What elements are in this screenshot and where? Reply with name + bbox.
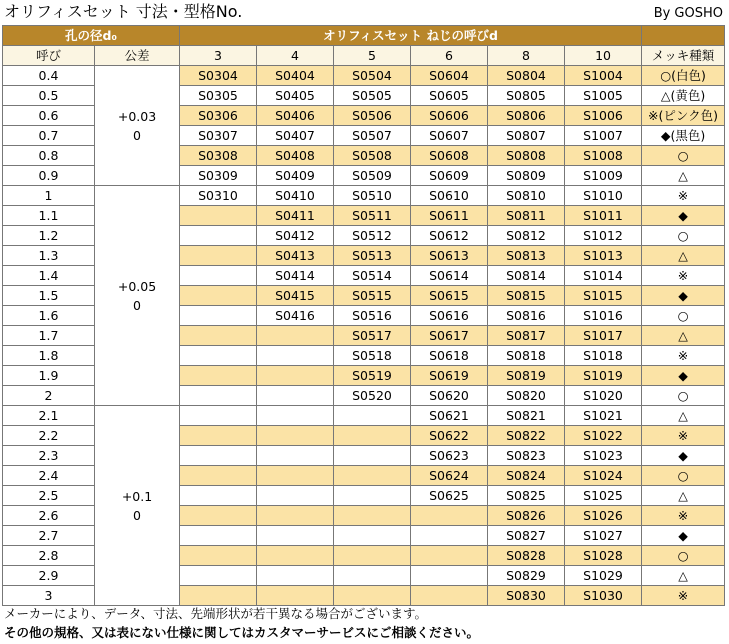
model-number-cell: S0517 [334,326,411,346]
hole-diameter-header: 孔の径d₀ [3,26,180,46]
model-number-cell [411,526,488,546]
model-number-cell: S0828 [488,546,565,566]
plating-type-cell: △ [642,166,725,186]
model-number-cell: S0305 [180,86,257,106]
model-number-cell: S0607 [411,126,488,146]
model-number-cell [257,446,334,466]
model-number-cell [180,206,257,226]
model-number-cell: S0516 [334,306,411,326]
model-number-cell: S1006 [565,106,642,126]
model-number-cell: S0405 [257,86,334,106]
model-number-cell: S0817 [488,326,565,346]
model-number-cell: S0619 [411,366,488,386]
model-number-cell: S0510 [334,186,411,206]
model-number-cell [334,406,411,426]
model-number-cell: S0304 [180,66,257,86]
table-header-row [3,26,725,46]
model-number-cell [334,566,411,586]
plating-type-cell: ○(白色) [642,66,725,86]
plating-type-cell: ◆ [642,206,725,226]
model-number-cell: S0404 [257,66,334,86]
model-number-cell: S0810 [488,186,565,206]
model-number-cell: S1020 [565,386,642,406]
model-number-cell [334,426,411,446]
model-number-cell: S0804 [488,66,565,86]
model-number-cell: S1028 [565,546,642,566]
plating-type-cell: ○ [642,466,725,486]
plating-type-cell: ○ [642,546,725,566]
model-number-cell [180,426,257,446]
tolerance-zero: 0 [133,507,141,523]
model-number-cell: S0615 [411,286,488,306]
thread-size-header: 3 [180,46,257,66]
model-number-cell: S0307 [180,126,257,146]
model-number-cell: S0604 [411,66,488,86]
nominal-diameter-cell: 0.6 [3,106,95,126]
model-number-cell [411,506,488,526]
model-number-cell: S1015 [565,286,642,306]
model-number-cell: S0822 [488,426,565,446]
model-number-cell [411,546,488,566]
nominal-diameter-cell: 1.8 [3,346,95,366]
model-number-cell: S0606 [411,106,488,126]
byline: By GOSHO [653,6,723,21]
model-number-cell: S0511 [334,206,411,226]
model-number-cell: S1010 [565,186,642,206]
model-number-cell [257,486,334,506]
plating-type-cell: ※ [642,426,725,446]
model-number-cell [180,266,257,286]
nominal-diameter-cell: 1 [3,186,95,206]
model-number-cell: S1030 [565,586,642,606]
plating-type-cell: ※(ピンク色) [642,106,725,126]
model-number-cell: S0306 [180,106,257,126]
model-number-cell: S0815 [488,286,565,306]
model-number-cell: S0620 [411,386,488,406]
nominal-diameter-cell: 0.9 [3,166,95,186]
model-number-cell: S1011 [565,206,642,226]
model-number-cell [257,426,334,446]
plating-type-cell: ※ [642,586,725,606]
plating-type-cell: ○ [642,146,725,166]
model-number-cell [180,346,257,366]
orifice-thread-header: オリフィスセット ねじの呼びd [180,26,642,46]
model-number-cell: S1023 [565,446,642,466]
table-row [3,66,725,86]
model-number-cell: S1005 [565,86,642,106]
plating-type-cell: △ [642,566,725,586]
model-number-cell: S1021 [565,406,642,426]
model-number-cell: S0813 [488,246,565,266]
model-number-cell: S0411 [257,206,334,226]
plating-type-cell: △(黄色) [642,86,725,106]
model-number-cell [180,366,257,386]
nominal-diameter-cell: 2.9 [3,566,95,586]
model-number-cell: S0414 [257,266,334,286]
model-number-cell: S0808 [488,146,565,166]
note-line-2: その他の規格、又は表にない仕様に関してはカスタマーサービスにご相談ください。 [4,625,480,640]
model-number-cell: S0611 [411,206,488,226]
nominal-diameter-cell: 2.2 [3,426,95,446]
table-row [3,406,725,426]
spec-table [2,25,725,606]
model-number-cell [334,586,411,606]
model-number-cell: S0605 [411,86,488,106]
model-number-cell [180,546,257,566]
model-number-cell [257,366,334,386]
model-number-cell: S1009 [565,166,642,186]
nominal-diameter-cell: 1.4 [3,266,95,286]
model-number-cell: S0610 [411,186,488,206]
model-number-cell: S0408 [257,146,334,166]
model-number-cell: S0416 [257,306,334,326]
model-number-cell: S1008 [565,146,642,166]
model-number-cell: S0617 [411,326,488,346]
model-number-cell [180,286,257,306]
model-number-cell: S1007 [565,126,642,146]
model-number-cell: S0505 [334,86,411,106]
nominal-diameter-cell: 0.8 [3,146,95,166]
model-number-cell: S0807 [488,126,565,146]
model-number-cell: S1004 [565,66,642,86]
model-number-cell: S0310 [180,186,257,206]
model-number-cell [180,486,257,506]
model-number-cell: S0508 [334,146,411,166]
thread-size-header: 10 [565,46,642,66]
model-number-cell: S0621 [411,406,488,426]
notes [4,604,479,642]
nominal-diameter-cell: 2.1 [3,406,95,426]
nominal-diameter-cell: 1.5 [3,286,95,306]
tolerance-plus: +0.03 [117,108,157,124]
nominal-diameter-cell: 1.2 [3,226,95,246]
model-number-cell: S1024 [565,466,642,486]
model-number-cell [180,586,257,606]
model-number-cell: S1013 [565,246,642,266]
model-number-cell [180,406,257,426]
model-number-cell: S1029 [565,566,642,586]
plating-type-cell: ○ [642,306,725,326]
nominal-header: 呼び [3,46,95,66]
model-number-cell [334,486,411,506]
model-number-cell: S0406 [257,106,334,126]
plating-type-cell: ◆ [642,366,725,386]
model-number-cell: S1022 [565,426,642,446]
model-number-cell [180,506,257,526]
model-number-cell [180,226,257,246]
model-number-cell: S1012 [565,226,642,246]
model-number-cell [180,246,257,266]
nominal-diameter-cell: 1.6 [3,306,95,326]
nominal-diameter-cell: 2.4 [3,466,95,486]
model-number-cell [334,526,411,546]
note-line-1: メーカーにより、データ、寸法、先端形状が若干異なる場合がございます。 [4,606,428,621]
model-number-cell [180,326,257,346]
nominal-diameter-cell: 1.7 [3,326,95,346]
model-number-cell: S0518 [334,346,411,366]
model-number-cell: S0818 [488,346,565,366]
nominal-diameter-cell: 2.7 [3,526,95,546]
model-number-cell [257,386,334,406]
model-number-cell [257,586,334,606]
model-number-cell: S1018 [565,346,642,366]
model-number-cell: S0829 [488,566,565,586]
model-number-cell: S0618 [411,346,488,366]
model-number-cell: S0415 [257,286,334,306]
nominal-diameter-cell: 2.8 [3,546,95,566]
nominal-diameter-cell: 2 [3,386,95,406]
model-number-cell [180,526,257,546]
model-number-cell [180,386,257,406]
model-number-cell: S0821 [488,406,565,426]
tolerance-zero: 0 [133,127,141,143]
model-number-cell: S1026 [565,506,642,526]
model-number-cell: S0806 [488,106,565,126]
model-number-cell [334,506,411,526]
model-number-cell: S0622 [411,426,488,446]
plating-type-cell: ◆ [642,446,725,466]
plating-type-cell: △ [642,486,725,506]
model-number-cell: S0608 [411,146,488,166]
plating-type-cell: ◆ [642,286,725,306]
model-number-cell: S0514 [334,266,411,286]
model-number-cell: S1017 [565,326,642,346]
model-number-cell [257,406,334,426]
page-title: オリフィスセット 寸法・型格No. [4,2,243,21]
plating-type-cell: ◆ [642,526,725,546]
model-number-cell: S0506 [334,106,411,126]
model-number-cell [180,566,257,586]
model-number-cell: S0830 [488,586,565,606]
plating-type-cell: ○ [642,386,725,406]
plating-header-blank [642,26,725,46]
model-number-cell: S0512 [334,226,411,246]
model-number-cell: S0519 [334,366,411,386]
plating-type-cell: ○ [642,226,725,246]
model-number-cell [257,546,334,566]
model-number-cell: S1019 [565,366,642,386]
tolerance-cell [95,186,180,406]
model-number-cell: S0616 [411,306,488,326]
model-number-cell: S0823 [488,446,565,466]
nominal-diameter-cell: 0.4 [3,66,95,86]
model-number-cell: S0412 [257,226,334,246]
model-number-cell [180,306,257,326]
model-number-cell [334,446,411,466]
model-number-cell [180,466,257,486]
model-number-cell [334,466,411,486]
table-row [3,186,725,206]
model-number-cell: S0825 [488,486,565,506]
model-number-cell [411,566,488,586]
model-number-cell: S1027 [565,526,642,546]
tolerance-cell [95,406,180,606]
plating-type-cell: △ [642,326,725,346]
model-number-cell: S0612 [411,226,488,246]
thread-size-header: 8 [488,46,565,66]
model-number-cell [334,546,411,566]
model-number-cell: S0515 [334,286,411,306]
model-number-cell: S0819 [488,366,565,386]
nominal-diameter-cell: 3 [3,586,95,606]
model-number-cell [411,586,488,606]
model-number-cell [257,566,334,586]
thread-size-header: 4 [257,46,334,66]
model-number-cell: S0413 [257,246,334,266]
model-number-cell: S0513 [334,246,411,266]
model-number-cell: S0509 [334,166,411,186]
model-number-cell: S1014 [565,266,642,286]
model-number-cell: S0407 [257,126,334,146]
nominal-diameter-cell: 0.5 [3,86,95,106]
nominal-diameter-cell: 1.3 [3,246,95,266]
tolerance-header: 公差 [95,46,180,66]
model-number-cell [257,526,334,546]
model-number-cell: S0820 [488,386,565,406]
model-number-cell: S0507 [334,126,411,146]
model-number-cell: S0625 [411,486,488,506]
plating-type-header: メッキ種類 [642,46,725,66]
model-number-cell: S0504 [334,66,411,86]
model-number-cell: S1016 [565,306,642,326]
model-number-cell: S0410 [257,186,334,206]
model-number-cell: S0809 [488,166,565,186]
model-number-cell [257,506,334,526]
model-number-cell: S0826 [488,506,565,526]
model-number-cell: S0814 [488,266,565,286]
nominal-diameter-cell: 1.1 [3,206,95,226]
model-number-cell [257,346,334,366]
nominal-diameter-cell: 2.3 [3,446,95,466]
model-number-cell: S0308 [180,146,257,166]
plating-type-cell: ◆(黒色) [642,126,725,146]
tolerance-plus: +0.05 [117,278,157,294]
plating-type-cell: ※ [642,266,725,286]
model-number-cell: S0811 [488,206,565,226]
nominal-diameter-cell: 2.6 [3,506,95,526]
table-subheader-row [3,46,725,66]
model-number-cell: S0827 [488,526,565,546]
nominal-diameter-cell: 1.9 [3,366,95,386]
plating-type-cell: ※ [642,186,725,206]
model-number-cell: S0409 [257,166,334,186]
model-number-cell: S1025 [565,486,642,506]
model-number-cell: S0309 [180,166,257,186]
model-number-cell: S0812 [488,226,565,246]
model-number-cell: S0805 [488,86,565,106]
thread-size-header: 6 [411,46,488,66]
model-number-cell [257,326,334,346]
model-number-cell [257,466,334,486]
model-number-cell: S0816 [488,306,565,326]
model-number-cell: S0614 [411,266,488,286]
nominal-diameter-cell: 2.5 [3,486,95,506]
plating-type-cell: △ [642,246,725,266]
plating-type-cell: △ [642,406,725,426]
model-number-cell: S0613 [411,246,488,266]
tolerance-plus: +0.1 [121,488,153,504]
model-number-cell: S0624 [411,466,488,486]
model-number-cell: S0623 [411,446,488,466]
thread-size-header: 5 [334,46,411,66]
model-number-cell: S0609 [411,166,488,186]
model-number-cell [180,446,257,466]
plating-type-cell: ※ [642,506,725,526]
model-number-cell: S0824 [488,466,565,486]
tolerance-zero: 0 [133,297,141,313]
tolerance-cell [95,66,180,186]
plating-type-cell: ※ [642,346,725,366]
model-number-cell: S0520 [334,386,411,406]
nominal-diameter-cell: 0.7 [3,126,95,146]
